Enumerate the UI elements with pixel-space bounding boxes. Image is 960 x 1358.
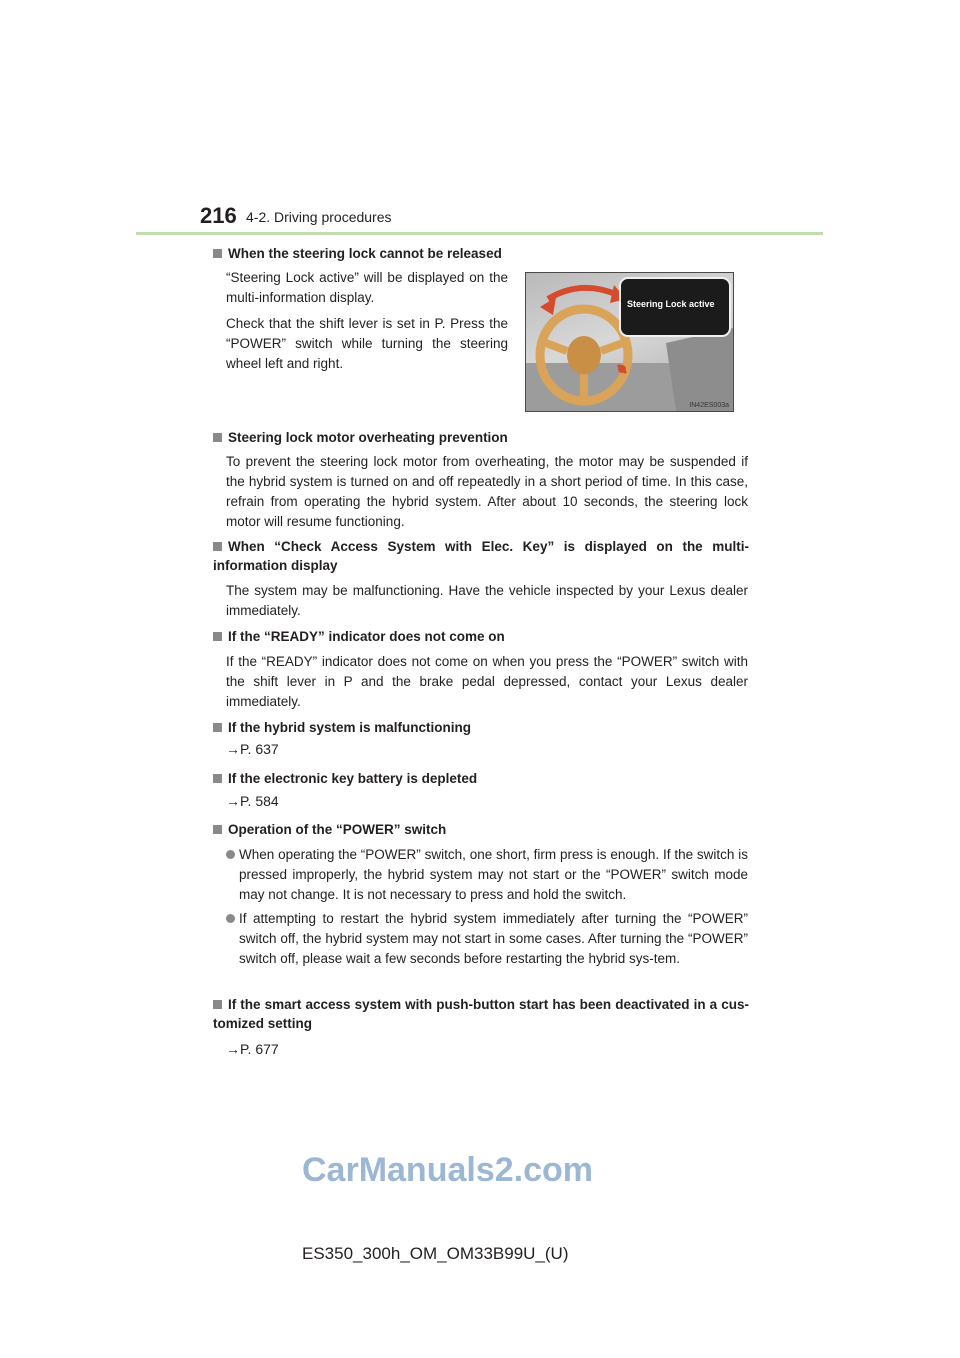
page-ref-584[interactable]: →P. 584: [226, 793, 279, 809]
square-bullet-icon: [213, 1000, 222, 1009]
header-rule: [136, 232, 823, 235]
page-number: 216: [200, 203, 237, 228]
square-bullet-icon: [213, 433, 222, 442]
heading-hybrid-malfunction: If the hybrid system is malfunctioning: [213, 718, 471, 737]
heading-ready-indicator: If the “READY” indicator does not come on: [213, 627, 505, 646]
square-bullet-icon: [213, 774, 222, 783]
page-ref-637[interactable]: →P. 637: [226, 741, 279, 757]
heading-key-battery: If the electronic key battery is depleted: [213, 769, 477, 788]
steering-lock-illustration: [525, 272, 734, 412]
power-switch-bullet-1: When operating the “POWER” switch, one short, firm press is enough. If the switch is pressed improperly, the hybrid system may not start or the “POWER” switch mode may not change. It is not necessary to press and hold the switch.: [226, 845, 748, 905]
display-message: Steering Lock active: [627, 299, 715, 309]
page-ref-677[interactable]: →P. 677: [226, 1041, 279, 1057]
square-bullet-icon: [213, 723, 222, 732]
section-title: 4-2. Driving procedures: [246, 209, 392, 225]
ready-indicator-text: If the “READY” indicator does not come on when you press the “POWER” switch with the shift lever in P and the brake pedal depressed, contact your Lexus dealer immediately.: [226, 654, 748, 709]
footer-model-code: ES350_300h_OM_OM33B99U_(U): [302, 1244, 569, 1263]
watermark-logo: CarManuals2.com: [302, 1151, 593, 1189]
check-access-text: The system may be malfunctioning. Have the vehicle inspected by your Lexus dealer immediately.: [226, 583, 748, 618]
steering-lock-message-text: “Steering Lock active” will be displayed on the multi-information display.: [226, 270, 508, 305]
overheating-text: To prevent the steering lock motor from overheating, the motor may be suspended if the hybrid system is turned on and off repeatedly in a short period of time. In this case, refrain from operating the hybrid system. After about 10 seconds, the steering lock motor will resume functioning.: [226, 454, 748, 529]
round-bullet-icon: [226, 850, 235, 859]
power-switch-bullet-2: If attempting to restart the hybrid system immediately after turning the “POWER” switch off, the hybrid system may not start in some cases. After turning the “POWER” switch off, please wait a few seconds before restarting the hybrid sys-tem.: [226, 909, 748, 969]
square-bullet-icon: [213, 825, 222, 834]
square-bullet-icon: [213, 632, 222, 641]
square-bullet-icon: [213, 542, 222, 551]
illustration-code: IN42ES003a: [689, 402, 729, 409]
steering-lock-instruction-text: Check that the shift lever is set in P. Press the “POWER” switch while turning the steering wheel left and right.: [226, 316, 508, 371]
heading-steering-lock-release: When the steering lock cannot be released: [213, 244, 502, 263]
heading-smart-access-deactivated: If the smart access system with push-button start has been deactivated in a cus-tomized setting: [213, 997, 749, 1031]
multi-information-display-callout: [619, 277, 731, 337]
heading-power-switch: Operation of the “POWER” switch: [213, 820, 446, 839]
heading-check-access-system: When “Check Access System with Elec. Key” is displayed on the multi-information display: [213, 539, 749, 573]
heading-overheating-prevention: Steering lock motor overheating prevention: [213, 428, 508, 447]
round-bullet-icon: [226, 914, 235, 923]
square-bullet-icon: [213, 249, 222, 258]
